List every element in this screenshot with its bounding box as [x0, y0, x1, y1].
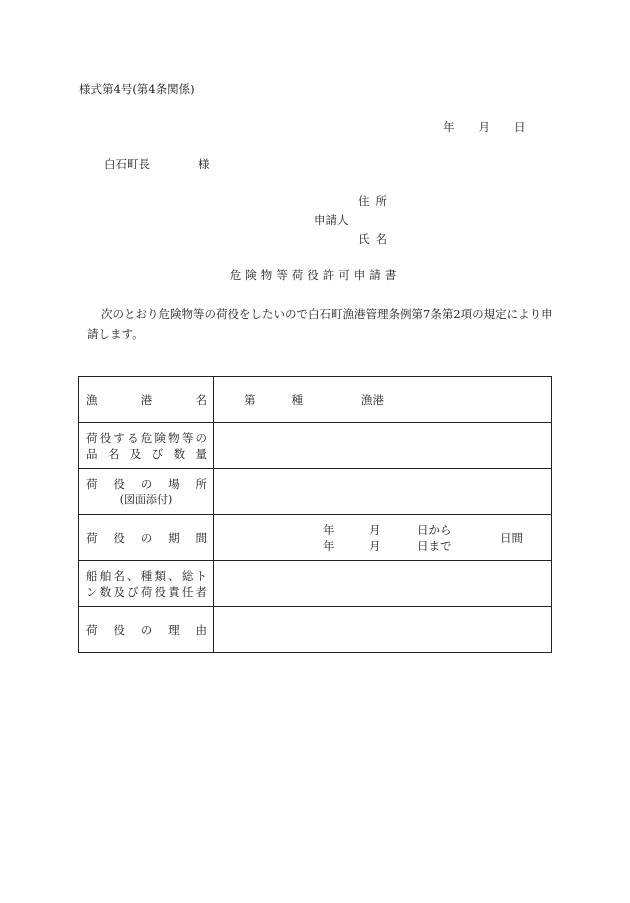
label-char: 船 [86, 568, 98, 583]
label-char: の [140, 476, 153, 491]
label-port-name [79, 377, 214, 423]
from-month: 月 [369, 523, 381, 537]
label-char: 名 [113, 568, 125, 583]
to-year: 年 [323, 539, 335, 553]
label-ship [79, 561, 214, 607]
applicant-label: 申請人 [314, 213, 349, 227]
label-goods [79, 423, 214, 469]
label-char: 期 [168, 530, 180, 545]
label-char: 名 [195, 392, 207, 407]
addressee-honorific: 様 [198, 157, 210, 171]
table-row-period [79, 515, 552, 561]
table-row-ship [79, 561, 552, 607]
table-row-place [79, 469, 552, 515]
label-char: 荷 [86, 622, 98, 637]
date-day: 日 [514, 120, 526, 134]
date-month: 月 [478, 120, 490, 134]
label-char: 漁 [86, 392, 98, 407]
label-char: る [127, 430, 139, 445]
label-char: 及 [129, 446, 142, 461]
label-char: 類 [154, 568, 166, 583]
label-char: 名 [107, 446, 120, 461]
label-char: 者 [195, 584, 207, 599]
from-year: 年 [323, 523, 335, 537]
label-char: 数 [173, 446, 186, 461]
label-char: 、 [127, 568, 139, 583]
label-period [79, 515, 214, 561]
label-char: の [140, 530, 153, 545]
value-ship[interactable] [214, 561, 552, 607]
date-year: 年 [443, 120, 455, 134]
form-number: 様式第4号(第4条関係) [79, 82, 195, 96]
period-days: 日間 [500, 531, 523, 545]
label-char: 、 [168, 568, 180, 583]
label-char: ト [195, 568, 207, 583]
label-char: 等 [181, 430, 194, 445]
label-char: 間 [195, 530, 207, 545]
label-char: 荷 [86, 476, 98, 491]
to-month: 月 [369, 539, 381, 553]
label-char: 物 [168, 430, 180, 445]
addressee [104, 156, 210, 172]
label-char: す [113, 430, 125, 445]
label-char: 役 [113, 476, 125, 491]
label-char: 所 [195, 476, 207, 491]
place-note: (図面添付) [119, 492, 173, 506]
document-title: 危険物等荷役許可申請書 [229, 268, 401, 282]
label-char: 役 [113, 622, 125, 637]
label-char: 由 [195, 622, 207, 637]
label-char: 荷 [86, 430, 98, 445]
body-text: 次のとおり危険物等の荷役をしたいので白石町漁港管理条例第7条第2項の規定により申請します。 [87, 307, 553, 341]
value-goods[interactable] [214, 423, 552, 469]
value-period[interactable] [214, 515, 552, 561]
value-place[interactable] [214, 469, 552, 515]
label-char: 港 [140, 392, 153, 407]
label-char: び [151, 446, 164, 461]
date-line [443, 119, 526, 135]
label-char: 舶 [99, 568, 112, 583]
label-char: 役 [113, 530, 125, 545]
label-char: 任 [181, 584, 194, 599]
label-char: 荷 [86, 530, 98, 545]
from-day: 日から [417, 523, 452, 537]
addressee-name: 白石町長 [104, 157, 150, 171]
port-suffix: 漁港 [361, 392, 384, 407]
value-reason[interactable] [214, 607, 552, 653]
label-char: ン [86, 584, 98, 599]
label-char: 危 [140, 430, 153, 445]
label-char: び [127, 584, 139, 599]
label-place [79, 469, 214, 515]
port-shu: 種 [291, 392, 303, 407]
label-char: の [140, 622, 153, 637]
label-char: 及 [113, 584, 125, 599]
label-char: 数 [99, 584, 112, 599]
name-label: 氏名 [358, 232, 393, 246]
label-char: 総 [181, 568, 194, 583]
label-char: 品 [86, 446, 98, 461]
table-row-port [79, 377, 552, 423]
label-char: 役 [154, 584, 166, 599]
table-row-goods [79, 423, 552, 469]
port-dai: 第 [244, 392, 256, 407]
to-day: 日まで [417, 539, 452, 553]
label-reason [79, 607, 214, 653]
label-char: 荷 [140, 584, 153, 599]
value-port-name[interactable] [214, 377, 552, 423]
label-char: 種 [140, 568, 153, 583]
label-char: 役 [99, 430, 112, 445]
label-char: 場 [168, 476, 180, 491]
label-char: 量 [195, 446, 207, 461]
application-table [78, 376, 552, 653]
address-label: 住所 [358, 194, 393, 208]
label-char: 責 [168, 584, 180, 599]
label-char: の [195, 430, 207, 445]
label-char: 険 [154, 430, 166, 445]
table-row-reason [79, 607, 552, 653]
label-char: 理 [168, 622, 180, 637]
